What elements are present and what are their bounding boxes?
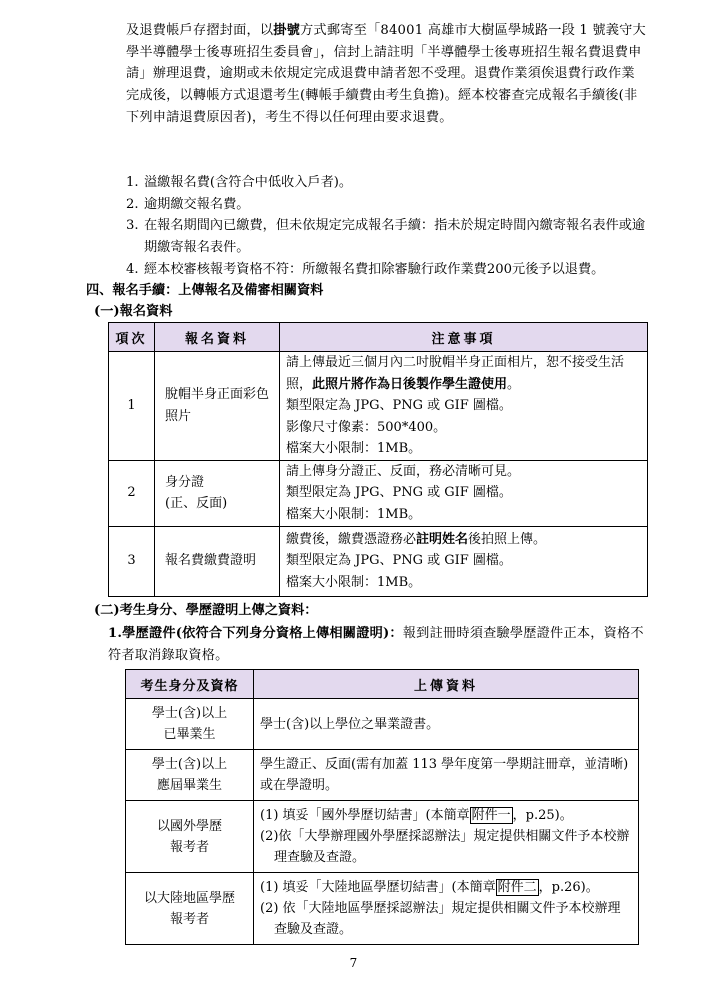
appendix-2-ref: 附件二 [497, 880, 537, 895]
table-row [126, 699, 639, 750]
item-notes: 請上傳身分證正、反面，務必清晰可見。 類型限定為 JPG、PNG 或 GIF 圖檔。 檔案大小限制：1MB。 [280, 460, 648, 526]
list-item: 1. 溢繳報名費(含符合中低收入戶者)。 [126, 175, 353, 190]
item-name: 報名費繳費證明 [155, 526, 280, 596]
table-row [126, 801, 639, 873]
row-number: 2 [109, 460, 155, 526]
table-header: 上傳資料 [254, 670, 639, 699]
table-row [126, 873, 639, 945]
item-notes: 繳費後，繳費憑證務必註明姓名後拍照上傳。 類型限定為 JPG、PNG 或 GIF 圖檔。 檔案大小限制：1MB。 [280, 526, 648, 596]
list-item: 2. 逾期繳交報名費。 [126, 196, 250, 212]
identity-cell: 學士(含)以上 已畢業生 [126, 699, 254, 750]
degree-upload-table [125, 669, 639, 945]
item-name: 身分證 (正、反面) [155, 460, 280, 526]
row-number: 1 [109, 352, 155, 461]
upload-cell: 學士(含)以上學位之畢業證書。 [254, 699, 639, 750]
table-row [109, 460, 648, 526]
row-number: 3 [109, 526, 155, 596]
item-notes: 請上傳最近三個月內二吋脫帽半身正面相片，恕不接受生活照，此照片將作為日後製作學生證使用。 類型限定為 JPG、PNG 或 GIF 圖檔。 影像尺寸像素：500*400。 檔案大小限制：1MB。 [280, 352, 648, 461]
list-item: 4. 經本校審核報考資格不符：所繳報名費扣除審驗行政作業費200元後予以退費。 [126, 261, 605, 277]
subsection-2-title: (二)考生身分、學歷證明上傳之資料： [94, 603, 318, 618]
page-number: 7 [349, 956, 358, 970]
upload-cell: 學生證正、反面(需有加蓋 113 學年度第一學期註冊章，並清晰)或在學證明。 [254, 750, 639, 801]
table-header-row [126, 670, 639, 699]
upload-cell: (1) 填妥「大陸地區學歷切結書」(本簡章 附件二 ，p.26)。 (2) 依「大陸地區學歷採認辦法」規定提供相關文件予本校辦理查驗及查證。 [254, 873, 639, 945]
section-4-title: 四、報名手續：上傳報名及備審相關資料 [86, 283, 324, 298]
table-row [109, 352, 648, 461]
refund-reasons-list [126, 172, 652, 281]
table-header: 考生身分及資格 [126, 670, 254, 699]
subsection-1-title: (一)報名資料 [94, 304, 173, 319]
table-header: 報名資料 [155, 323, 280, 352]
identity-cell: 以國外學歷 報考者 [126, 801, 254, 873]
intro-paragraph: 及退費帳戶存摺封面，以掛號方式郵寄至「84001 高雄市大樹區學城路一段 1 號義守大學半導體學士後專班招生委員會」，信封上請註明「半導體學士後專班招生報名費退費申請」辦理退費，逾期或未依規定完成退費申請者恕不受理。退費作業須俟退費行政作業完成後，以轉帳方式退還考生(轉帳手續費由考生負擔)。經本校審查完成報名手續後(非下列申請退費原因者)，考生不得以任何理由要求退費。 [126, 23, 646, 125]
table-row [126, 750, 639, 801]
table-header: 項次 [109, 323, 155, 352]
degree-documents-paragraph: 1.學歷證件(依符合下列身分資格上傳相關證明)：報到註冊時須查驗學歷證件正本，資格不符者取消錄取資格。 [108, 626, 644, 663]
table-header: 注意事項 [280, 323, 648, 352]
appendix-1-ref: 附件一 [471, 808, 511, 823]
identity-cell: 學士(含)以上 應屆畢業生 [126, 750, 254, 801]
table-row [109, 526, 648, 596]
identity-cell: 以大陸地區學歷 報考者 [126, 873, 254, 945]
table-header-row [109, 323, 648, 352]
registration-data-table [108, 322, 648, 597]
upload-cell: (1) 填妥「國外學歷切結書」(本簡章 附件一 ，p.25)。 (2)依「大學辦理國外學歷採認辦法」規定提供相關文件予本校辦理查驗及查證。 [254, 801, 639, 873]
item-name: 脫帽半身正面彩色照片 [155, 352, 280, 461]
list-item: 3. 在報名期間內已繳費，但未依規定完成報名手續：指未於規定時間內繳寄報名表件或逾期繳寄報名表件。 [126, 218, 646, 256]
